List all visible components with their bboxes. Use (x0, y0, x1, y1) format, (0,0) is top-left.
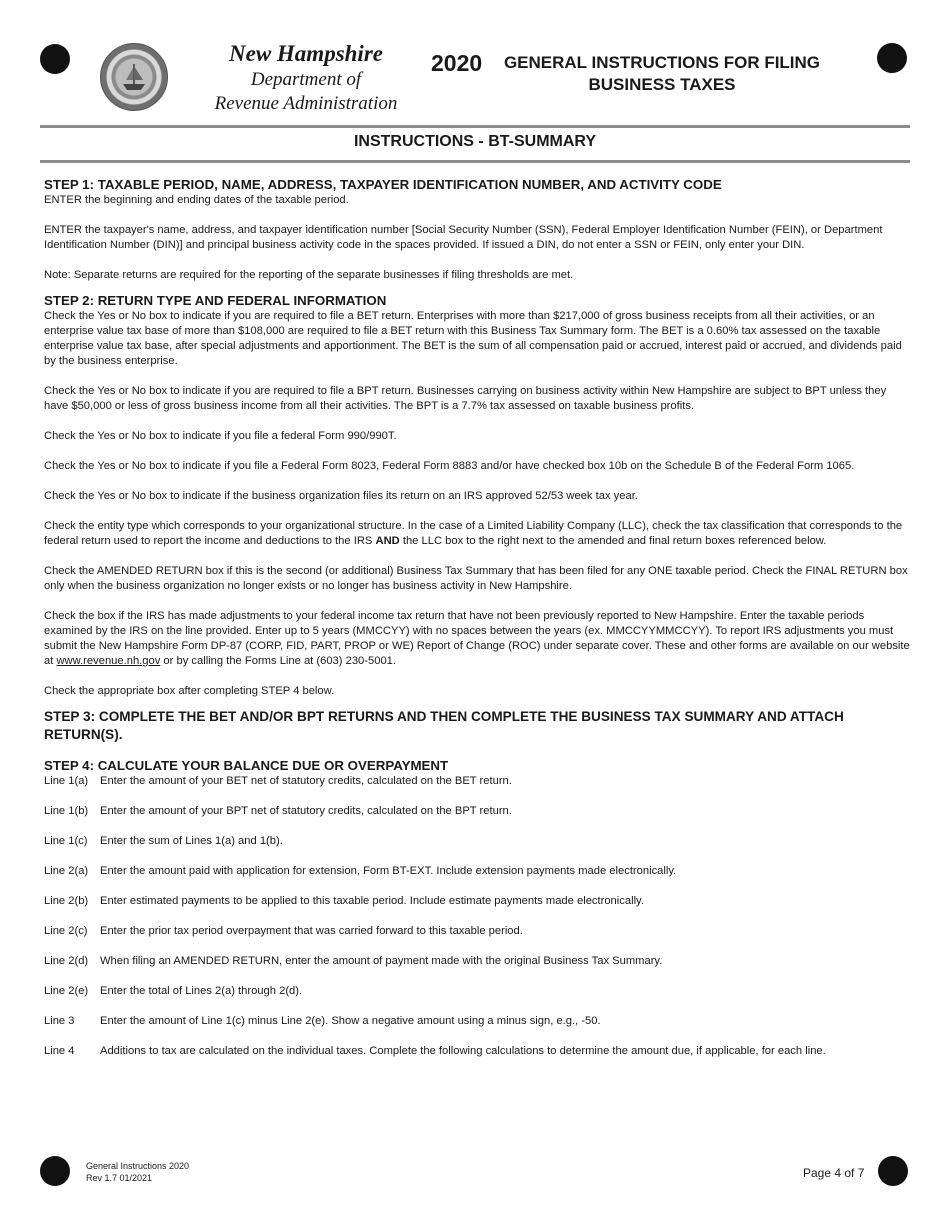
step4-line-item (44, 804, 910, 819)
step1-heading: STEP 1: TAXABLE PERIOD, NAME, ADDRESS, TAXPAYER IDENTIFICATION NUMBER, AND ACTIVITY CODE (44, 177, 722, 192)
step4-line-label: Line 1(b) (44, 805, 89, 817)
step4-line-label: Line 3 (44, 1015, 75, 1027)
step2-paragraph: Check the appropriate box after completing STEP 4 below. (44, 685, 335, 697)
step2-heading: STEP 2: RETURN TYPE AND FEDERAL INFORMATION (44, 293, 387, 308)
footer-form-info (86, 1160, 189, 1184)
header-rule-top (40, 125, 910, 128)
step4-line-label: Line 2(b) (44, 895, 89, 907)
step4-line-item (44, 894, 910, 909)
step2-paragraph: Check the Yes or No box to indicate if you are required to file a BET return. Enterprises with more than $217,000 of gross business receipts from all their activities, or an enterprise value tax base of more than $108,000 are required to file a BET return with this Business Tax Summary form. The BET is a 0.60% tax assessed on the taxable enterprise value tax base, after special adjustments and apportionment. The BET is the sum of all compensation paid or accrued, interest paid or accrued, and dividends paid by the business enterprise. (44, 310, 902, 367)
step2-paragraph: Check the AMENDED RETURN box if this is the second (or additional) Business Tax Summary that has been filed for any ONE taxable period. Check the FINAL RETURN box only when the business organization no longer exists or no longer has business activity in New Hampshire. (44, 565, 908, 592)
document-title-line1: GENERAL INSTRUCTIONS FOR FILING (503, 53, 821, 72)
step1-paragraph: ENTER the taxpayer's name, address, and taxpayer identification number [Social Security Number (SSN), Federal Employer Identification Number (FEIN), or Department Identification Number (DIN)] and principal business activity code in the spaces provided. If issued a DIN, do not enter a SSN or FEIN, only enter your DIN. (44, 224, 883, 251)
step4-line-label: Line 2(a) (44, 865, 89, 877)
step4-line-text: Enter the total of Lines 2(a) through 2(d). (100, 985, 303, 997)
step2-paragraph (44, 609, 910, 669)
step2-paragraph: Check the Yes or No box to indicate if you file a federal Form 990/990T. (44, 430, 397, 442)
step4-line-text: When filing an AMENDED RETURN, enter the amount of payment made with the original Business Tax Summary. (100, 955, 663, 967)
step4-line-item (44, 954, 910, 969)
document-title-line2: BUSINESS TAXES (588, 75, 736, 94)
step4-line-text: Enter the prior tax period overpayment that was carried forward to this taxable period. (100, 925, 523, 937)
step4-line-item (44, 1014, 910, 1029)
form-year: 2020 (431, 50, 483, 76)
step4-line-text: Enter the amount of Line 1(c) minus Line 2(e). Show a negative amount using a minus sign, e.g., -50. (100, 1015, 601, 1027)
step2-text: Check the entity type which corresponds to your organizational structure. In the case of a Limited Liability Company (LLC), check the tax classification that corresponds to the federal return used to report the income and deductions to the IRS (44, 520, 903, 547)
step2-emphasis: AND (375, 535, 400, 547)
step4-line-list (44, 774, 910, 1059)
registration-dot-top-left (40, 44, 70, 74)
step1-note: Note: Separate returns are required for the reporting of the separate businesses if filing thresholds are met. (44, 269, 574, 281)
agency-dept-line1: Department of (250, 69, 362, 90)
step4-line-item (44, 1044, 910, 1059)
step4-line-label: Line 2(d) (44, 955, 89, 967)
step4-line-text: Enter the amount paid with application for extension, Form BT-EXT. Include extension payments made electronically. (100, 865, 677, 877)
registration-dot-bottom-right (878, 1156, 908, 1186)
step3-heading: STEP 3: COMPLETE THE BET AND/OR BPT RETURNS AND THEN COMPLETE THE BUSINESS TAX SUMMARY AND ATTACH RETURN(S). (44, 709, 844, 742)
step4-line-text: Enter the amount of your BPT net of statutory credits, calculated on the BPT return. (100, 805, 512, 817)
step4-line-item (44, 834, 910, 849)
document-title (500, 52, 824, 96)
footer-revision: Rev 1.7 01/2021 (86, 1173, 153, 1183)
footer-form-name: General Instructions 2020 (86, 1161, 190, 1171)
step1-paragraph: ENTER the beginning and ending dates of the taxable period. (44, 194, 349, 206)
section-title: INSTRUCTIONS - BT-SUMMARY (353, 133, 597, 150)
step2-paragraph: Check the Yes or No box to indicate if the business organization files its return on an IRS approved 52/53 week tax year. (44, 490, 638, 502)
registration-dot-bottom-left (40, 1156, 70, 1186)
step2-text: Check the box if the IRS has made adjustments to your federal income tax return that have not been previously reported to New Hampshire. Enter the taxable periods examined by the IRS on the line provided. Enter up to 5 years (MMCCYY) with no spaces between the years (ex. MMCCYYMMCCYY). To report IRS adjustments you must submit the New Hampshire Form DP-87 (CORP, FID, PART, PROP or WE) Report of Change (ROC) under separate cover. These and other forms are available on our website at (44, 610, 910, 667)
state-seal-logo (100, 43, 168, 111)
step2-text: or by calling the Forms Line at (603) 230-5001. (160, 655, 396, 667)
step2-paragraph: Check the Yes or No box to indicate if you file a Federal Form 8023, Federal Form 8883 and/or have checked box 10b on the Schedule B of the Federal Form 1065. (44, 460, 855, 472)
step4-line-item (44, 984, 910, 999)
step4-line-text: Enter the amount of your BET net of statutory credits, calculated on the BET return. (100, 775, 512, 787)
step4-line-label: Line 1(c) (44, 835, 88, 847)
step4-line-item (44, 864, 910, 879)
agency-state: New Hampshire (229, 41, 383, 66)
step2-text: the LLC box to the right next to the amended and final return boxes referenced below. (399, 535, 827, 547)
step4-line-text: Enter estimated payments to be applied to this taxable period. Include estimate payments made electronically. (100, 895, 644, 907)
step4-line-item (44, 924, 910, 939)
instructions-body (44, 176, 910, 1074)
header-rule-bottom (40, 160, 910, 163)
step2-paragraph: Check the Yes or No box to indicate if you are required to file a BPT return. Businesses carrying on business activity within New Hampshire are subject to BPT unless they have $50,000 or less of gross business income from all their activities. The BPT is a 7.7% tax assessed on taxable business profits. (44, 385, 887, 412)
step4-heading: STEP 4: CALCULATE YOUR BALANCE DUE OR OVERPAYMENT (44, 758, 449, 773)
revenue-website-link[interactable]: www.revenue.nh.gov (56, 655, 161, 667)
step4-line-text: Additions to tax are calculated on the individual taxes. Complete the following calculations to determine the amount due, if applicable, for each line. (100, 1045, 826, 1057)
step4-line-label: Line 4 (44, 1045, 75, 1057)
step4-line-text: Enter the sum of Lines 1(a) and 1(b). (100, 835, 283, 847)
step2-paragraph (44, 519, 910, 549)
step4-line-label: Line 1(a) (44, 775, 89, 787)
agency-name-block (196, 40, 416, 116)
step4-line-label: Line 2(c) (44, 925, 88, 937)
agency-dept-line2: Revenue Administration (214, 93, 398, 114)
step4-line-label: Line 2(e) (44, 985, 89, 997)
registration-dot-top-right (877, 43, 907, 73)
step4-line-item (44, 774, 910, 789)
footer-page-number: Page 4 of 7 (803, 1166, 865, 1180)
